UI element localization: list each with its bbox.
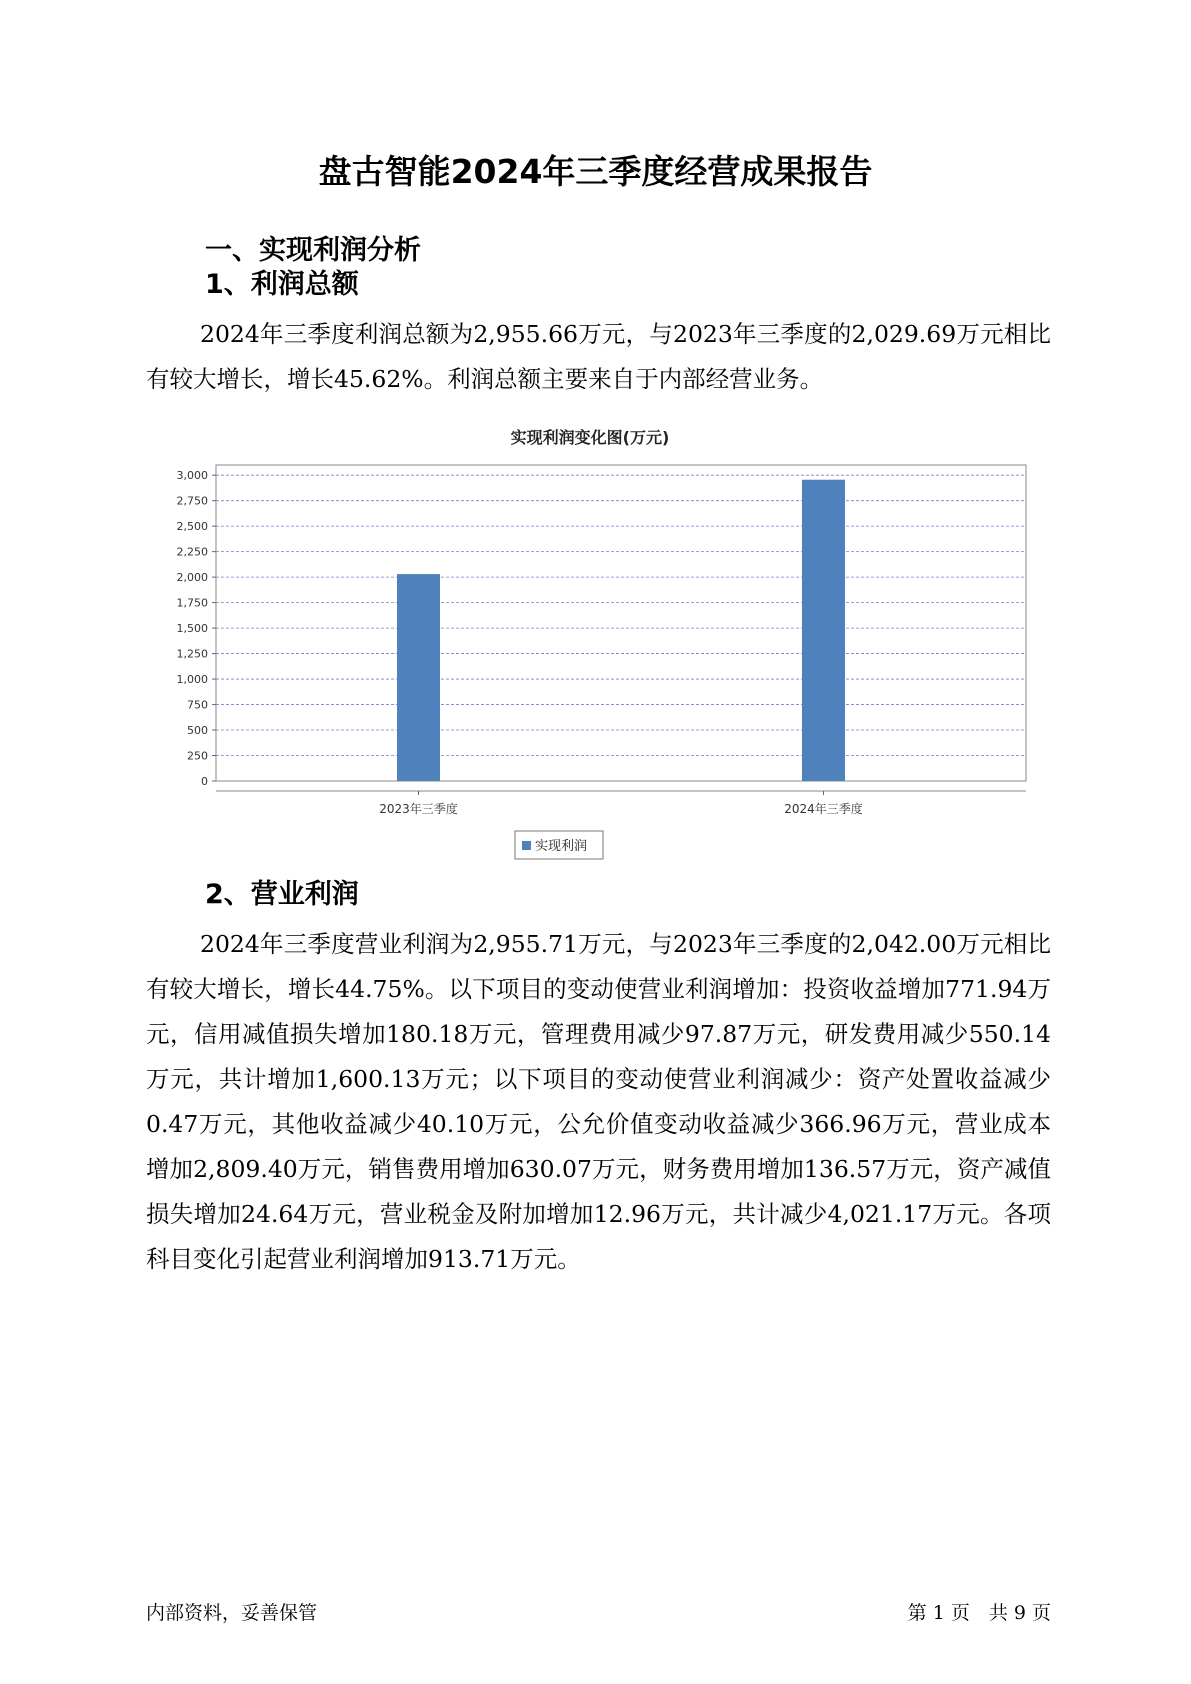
chart-x-axis [216, 791, 1026, 816]
paragraph-operating-profit: 2024年三季度营业利润为2,955.71万元，与2023年三季度的2,042.00万元相比有较大增长，增长44.75%。以下项目的变动使营业利润增加：投资收益增加771.94万元，信用减值损失增加180.18万元，管理费用减少97.87万元，研发费用减少550.14万元，共计增加1,600.13万元；以下项目的变动使营业利润减少：资产处置收益减少0.47万元，其他收益减少40.10万元，公允价值变动收益减少366.96万元，营业成本增加2,809.40万元，销售费用增加630.07万元，财务费用增加136.57万元，资产减值损失增加24.64万元，营业税金及附加增加12.96万元，共计减少4,021.17万元。各项科目变化引起营业利润增加913.71万元。 [146, 930, 1051, 1273]
legend-label: 实现利润 [535, 839, 588, 854]
chart-y-axis [177, 469, 217, 788]
y-tick-label: 1,500 [176, 622, 208, 636]
y-tick-label: 1,250 [176, 647, 208, 661]
y-tick-label: 250 [187, 749, 208, 763]
y-tick-label: 0 [201, 775, 208, 788]
y-tick-label: 2,750 [176, 494, 208, 508]
y-tick-label: 1,000 [176, 673, 208, 687]
chart-gridlines [216, 465, 1026, 781]
section-heading-profit-analysis: 一、实现利润分析 [205, 235, 421, 266]
chart-legend [515, 831, 603, 859]
profit-bar-chart [150, 425, 1030, 905]
plot-area [216, 465, 1026, 781]
y-tick-label: 750 [187, 698, 208, 712]
chart-canvas [150, 425, 1030, 905]
y-tick-label: 2,250 [176, 545, 208, 559]
paragraph-total-profit: 2024年三季度利润总额为2,955.66万元，与2023年三季度的2,029.69万元相比有较大增长，增长45.62%。利润总额主要来自于内部经营业务。 [146, 320, 1051, 393]
subheading-total-profit: 1、利润总额 [205, 269, 359, 300]
chart-title: 实现利润变化图(万元) [510, 428, 670, 447]
footer-confidential-note: 内部资料，妥善保管 [146, 1602, 318, 1624]
y-tick-label: 500 [187, 724, 208, 738]
y-tick-label: 3,000 [176, 469, 208, 483]
y-tick-label: 2,000 [176, 571, 208, 585]
legend-swatch [522, 841, 531, 850]
subheading-operating-profit: 2、营业利润 [205, 879, 359, 910]
x-tick-label: 2024年三季度 [784, 802, 863, 816]
bar-2 [802, 480, 845, 781]
y-tick-label: 2,500 [176, 520, 208, 534]
page-title: 盘古智能2024年三季度经营成果报告 [318, 152, 873, 191]
x-tick-label: 2023年三季度 [379, 802, 458, 816]
y-tick-label: 1,750 [176, 596, 208, 610]
footer-page-number: 第 1 页 共 9 页 [907, 1602, 1051, 1624]
bar-1 [397, 574, 440, 781]
